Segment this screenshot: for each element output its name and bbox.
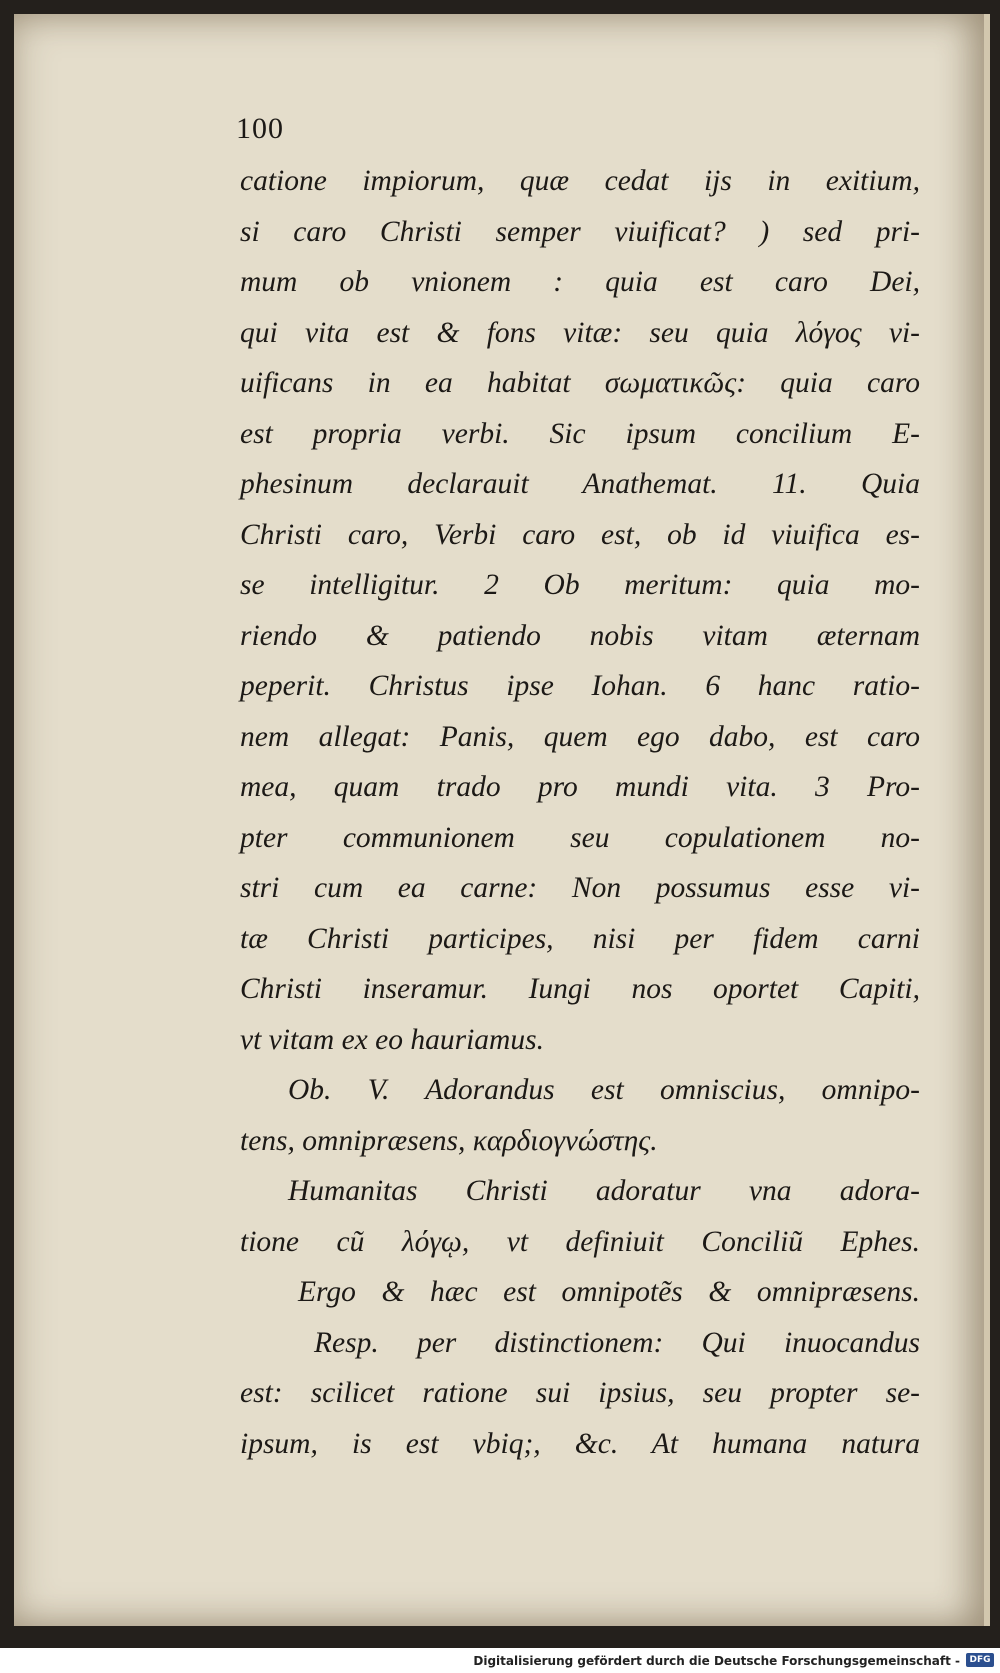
dfg-logo-icon: DFG <box>966 1653 994 1667</box>
text-line: Resp. per distinctionem: Qui inuocandus <box>314 1326 920 1359</box>
text-line: ipsum, is est vbiq;, &c. At humana natura <box>240 1427 920 1460</box>
book-page <box>14 14 990 1626</box>
text-line: uificans in ea habitat σωματικῶς: quia caro <box>240 367 920 399</box>
footer-bar <box>0 1648 1000 1673</box>
text-line: stri cum ea carne: Non possumus esse vi- <box>240 872 920 904</box>
text-line: est propria verbi. Sic ipsum concilium E- <box>240 417 920 450</box>
text-line: nem allegat: Panis, quem ego dabo, est caro <box>240 720 920 753</box>
text-line: Ergo & hæc est omnipotẽs & omnipræsens. <box>298 1276 920 1308</box>
text-line: Christi caro, Verbi caro est, ob id viuifica es- <box>240 518 920 551</box>
text-line: phesinum declarauit Anathemat. 11. Quia <box>240 468 920 500</box>
text-line: tione cũ λόγῳ, vt definiuit Conciliũ Ephes. <box>240 1225 920 1258</box>
text-line: mum ob vnionem : quia est caro Dei, <box>240 266 920 298</box>
text-line: qui vita est & fons vitæ: seu quia λόγος vi- <box>240 316 920 349</box>
text-line: pter communionem seu copulationem no- <box>240 821 920 854</box>
text-line: tens, omnipræsens, καρδιογνώστης. <box>240 1124 658 1157</box>
text-line: se intelligitur. 2 Ob meritum: quia mo- <box>240 569 920 601</box>
text-line: Ob. V. Adorandus est omniscius, omnipo- <box>288 1074 920 1106</box>
text-line: Humanitas Christi adoratur vna adora- <box>288 1175 920 1207</box>
text-line: riendo & patiendo nobis vitam æternam <box>240 619 920 652</box>
text-line: Christi inseramur. Iungi nos oportet Capiti, <box>240 973 920 1005</box>
text-line: peperit. Christus ipse Iohan. 6 hanc ratio- <box>240 670 920 702</box>
text-line: mea, quam trado pro mundi vita. 3 Pro- <box>240 771 920 803</box>
page-number: 100 <box>236 112 284 145</box>
digitization-credit: Digitalisierung gefördert durch die Deutsche Forschungsgemeinschaft - <box>473 1654 960 1668</box>
text-line: catione impiorum, quæ cedat ijs in exitium, <box>240 165 920 197</box>
body-text <box>240 156 920 1469</box>
text-line: vt vitam ex eo hauriamus. <box>240 1023 544 1056</box>
text-line: est: scilicet ratione sui ipsius, seu propter se- <box>240 1377 920 1409</box>
text-line: si caro Christi semper viuificat? ) sed pri- <box>240 215 920 248</box>
text-line: tæ Christi participes, nisi per fidem carni <box>240 922 920 955</box>
